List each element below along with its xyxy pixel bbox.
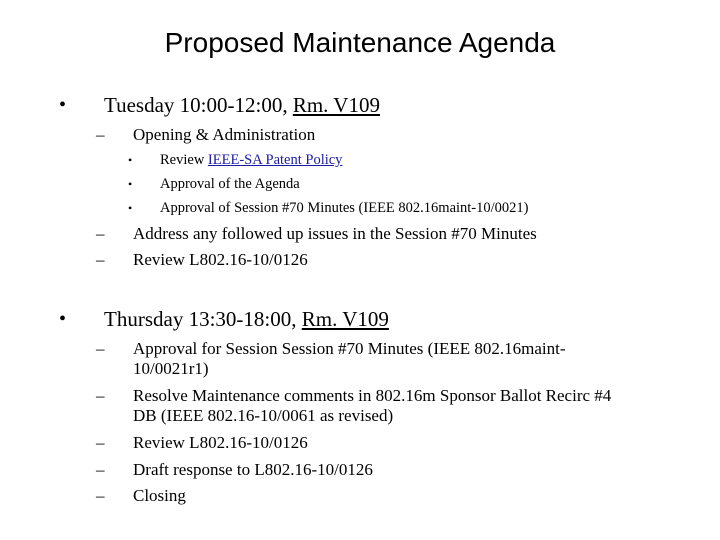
session-heading-thursday [104,307,389,331]
agenda-item-resolve-comments: Resolve Maintenance comments in 802.16m Sponsor Ballot Recirc #4 [133,386,612,405]
agenda-item-resolve-comments-cont: DB (IEEE 802.16-10/0061 as revised) [133,406,394,425]
dash-marker: – [96,486,105,505]
agenda-item-closing: Closing [133,486,186,505]
dash-marker: – [96,339,105,358]
patent-policy-link[interactable]: IEEE-SA Patent Policy [207,152,343,168]
session-heading-tuesday [104,93,380,117]
dash-marker: – [96,224,105,243]
agenda-item-opening: Opening & Administration [133,125,316,144]
session-room: Rm. V109 [292,93,380,117]
agenda-item-draft-response: Draft response to L802.16-10/0126 [133,460,373,479]
slide-title: Proposed Maintenance Agenda [164,27,556,58]
agenda-item-review-0126: Review L802.16-10/0126 [133,250,308,269]
sub-item-approval-minutes: Approval of Session #70 Minutes (IEEE 802.16maint-10/0021) [160,200,529,216]
session-time: Thursday 13:30-18:00, [104,307,302,331]
agenda-item-approval-session-cont: 10/0021r1) [133,359,209,378]
session-room: Rm. V109 [301,307,389,331]
dash-marker: – [96,250,105,269]
sub-bullet-marker: • [128,201,133,215]
dash-marker: – [96,386,105,405]
agenda-item-review-0126: Review L802.16-10/0126 [133,433,308,452]
sub-bullet-marker: • [128,153,133,167]
sub-item-patent-policy [160,151,342,169]
agenda-item-approval-session: Approval for Session Session #70 Minutes (IEEE 802.16maint- [133,339,566,358]
bullet-marker: • [59,94,67,116]
sub-bullet-marker: • [128,177,133,191]
agenda-item-followup: Address any followed up issues in the Session #70 Minutes [133,224,537,243]
sub-item-prefix: Review [160,152,208,168]
bullet-marker: • [59,308,67,330]
session-time: Tuesday 10:00-12:00, [104,93,293,117]
dash-marker: – [96,125,105,144]
dash-marker: – [96,460,105,479]
sub-item-approval-agenda: Approval of the Agenda [160,176,300,192]
dash-marker: – [96,433,105,452]
